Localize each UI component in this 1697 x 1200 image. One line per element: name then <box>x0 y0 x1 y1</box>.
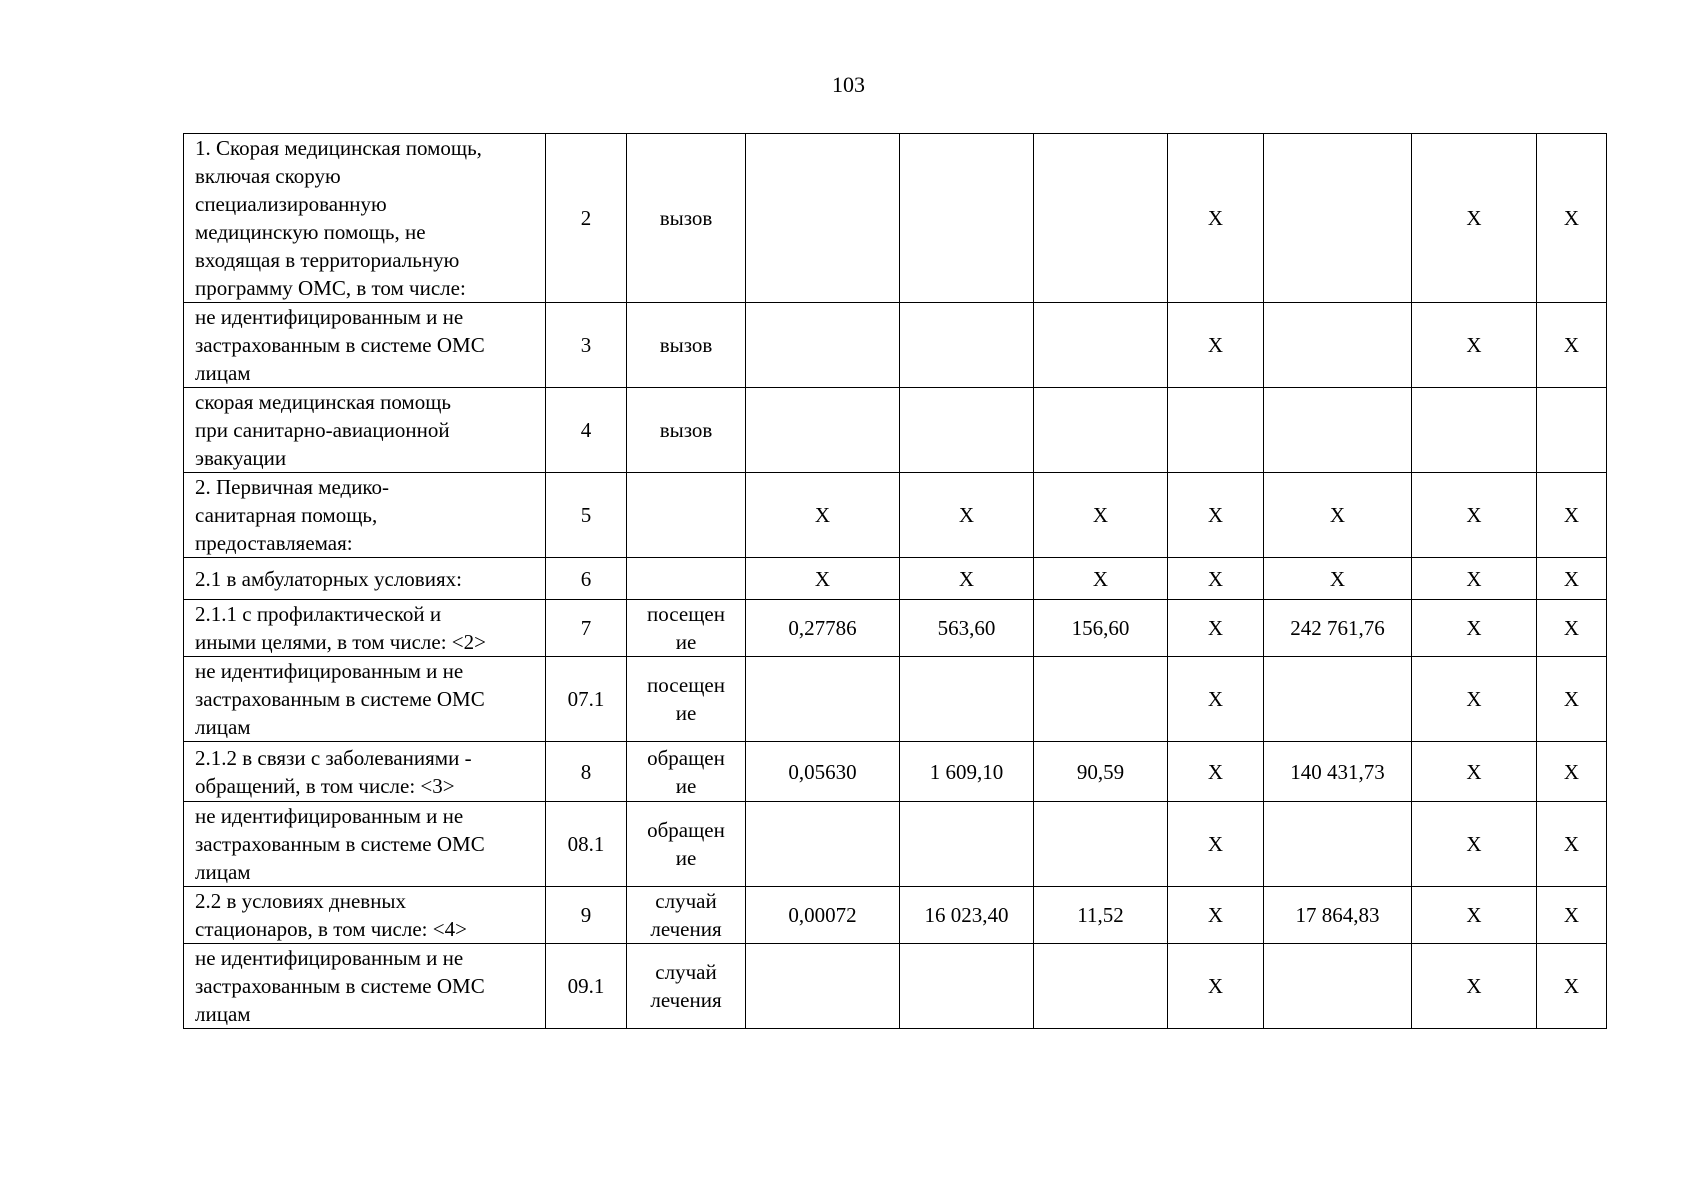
value-cell-c6: X <box>1412 558 1537 600</box>
row-code-cell: 4 <box>546 388 627 473</box>
value-cell-c5 <box>1264 303 1412 388</box>
value-cell-c1 <box>746 944 900 1029</box>
row-code-cell: 5 <box>546 473 627 558</box>
value-cell-c1 <box>746 802 900 887</box>
value-cell-c1: X <box>746 558 900 600</box>
value-cell-c5 <box>1264 388 1412 473</box>
value-cell-c1: 0,00072 <box>746 887 900 944</box>
row-name-cell: 2.2 в условиях дневных стационаров, в том числе: <4> <box>184 887 546 944</box>
value-cell-c6: X <box>1412 303 1537 388</box>
row-unit-cell: вызов <box>627 303 746 388</box>
row-name-cell: не идентифицированным и не застрахованным в системе ОМС лицам <box>184 657 546 742</box>
table-row <box>184 600 1607 657</box>
row-unit-cell: обращен ие <box>627 742 746 802</box>
value-cell-c7: X <box>1537 802 1607 887</box>
value-cell-c7 <box>1537 388 1607 473</box>
value-cell-c2 <box>900 657 1034 742</box>
page-number: 103 <box>832 72 865 97</box>
row-code-cell: 9 <box>546 887 627 944</box>
table-row <box>184 558 1607 600</box>
value-cell-c4: X <box>1168 558 1264 600</box>
value-cell-c2: 16 023,40 <box>900 887 1034 944</box>
row-unit-cell: вызов <box>627 388 746 473</box>
value-cell-c6: X <box>1412 742 1537 802</box>
value-cell-c4: X <box>1168 742 1264 802</box>
value-cell-c5: X <box>1264 558 1412 600</box>
table-row <box>184 802 1607 887</box>
value-cell-c4: X <box>1168 600 1264 657</box>
row-code-cell: 6 <box>546 558 627 600</box>
row-name-cell: не идентифицированным и не застрахованным в системе ОМС лицам <box>184 303 546 388</box>
value-cell-c6: X <box>1412 802 1537 887</box>
value-cell-c3 <box>1034 802 1168 887</box>
value-cell-c2: 563,60 <box>900 600 1034 657</box>
row-unit-cell: случай лечения <box>627 887 746 944</box>
value-cell-c4: X <box>1168 657 1264 742</box>
row-code-cell: 09.1 <box>546 944 627 1029</box>
value-cell-c3 <box>1034 134 1168 303</box>
value-cell-c6: X <box>1412 134 1537 303</box>
value-cell-c3: 156,60 <box>1034 600 1168 657</box>
row-name-cell: скорая медицинская помощь при санитарно-авиационной эвакуации <box>184 388 546 473</box>
value-cell-c4: X <box>1168 802 1264 887</box>
value-cell-c7: X <box>1537 944 1607 1029</box>
value-cell-c7: X <box>1537 303 1607 388</box>
value-cell-c4: X <box>1168 303 1264 388</box>
value-cell-c4: X <box>1168 887 1264 944</box>
value-cell-c1: 0,05630 <box>746 742 900 802</box>
value-cell-c6: X <box>1412 657 1537 742</box>
row-unit-cell: посещен ие <box>627 600 746 657</box>
value-cell-c3: 90,59 <box>1034 742 1168 802</box>
value-cell-c1 <box>746 134 900 303</box>
value-cell-c2 <box>900 802 1034 887</box>
row-name-cell: 2.1.2 в связи с заболеваниями - обращений, в том числе: <3> <box>184 742 546 802</box>
medical-care-table <box>183 133 1607 1029</box>
value-cell-c5 <box>1264 944 1412 1029</box>
value-cell-c1: X <box>746 473 900 558</box>
value-cell-c1: 0,27786 <box>746 600 900 657</box>
value-cell-c7: X <box>1537 134 1607 303</box>
value-cell-c7: X <box>1537 558 1607 600</box>
row-name-cell: не идентифицированным и не застрахованным в системе ОМС лицам <box>184 802 546 887</box>
value-cell-c4 <box>1168 388 1264 473</box>
row-code-cell: 2 <box>546 134 627 303</box>
value-cell-c2 <box>900 134 1034 303</box>
value-cell-c6: X <box>1412 473 1537 558</box>
value-cell-c5: 17 864,83 <box>1264 887 1412 944</box>
row-code-cell: 3 <box>546 303 627 388</box>
value-cell-c2 <box>900 303 1034 388</box>
value-cell-c7: X <box>1537 600 1607 657</box>
row-name-cell: 2. Первичная медико- санитарная помощь, предоставляемая: <box>184 473 546 558</box>
value-cell-c2: X <box>900 558 1034 600</box>
value-cell-c1 <box>746 388 900 473</box>
value-cell-c2: X <box>900 473 1034 558</box>
value-cell-c5: 140 431,73 <box>1264 742 1412 802</box>
table-row <box>184 303 1607 388</box>
table-row <box>184 657 1607 742</box>
value-cell-c3 <box>1034 303 1168 388</box>
table-body <box>184 134 1607 1029</box>
value-cell-c3: X <box>1034 558 1168 600</box>
value-cell-c5: 242 761,76 <box>1264 600 1412 657</box>
row-name-cell: 2.1.1 с профилактической и иными целями, в том числе: <2> <box>184 600 546 657</box>
row-code-cell: 7 <box>546 600 627 657</box>
value-cell-c2 <box>900 388 1034 473</box>
value-cell-c3 <box>1034 388 1168 473</box>
table-row <box>184 742 1607 802</box>
table-row <box>184 944 1607 1029</box>
value-cell-c4: X <box>1168 473 1264 558</box>
row-name-cell: 2.1 в амбулаторных условиях: <box>184 558 546 600</box>
value-cell-c6 <box>1412 388 1537 473</box>
value-cell-c3 <box>1034 657 1168 742</box>
value-cell-c1 <box>746 303 900 388</box>
value-cell-c2 <box>900 944 1034 1029</box>
value-cell-c5 <box>1264 657 1412 742</box>
table-row <box>184 473 1607 558</box>
row-unit-cell <box>627 558 746 600</box>
table-row <box>184 388 1607 473</box>
value-cell-c3 <box>1034 944 1168 1029</box>
value-cell-c3: 11,52 <box>1034 887 1168 944</box>
value-cell-c7: X <box>1537 887 1607 944</box>
row-name-cell: 1. Скорая медицинская помощь, включая скорую специализированную медицинскую помощь, не входящая в территориальную программу ОМС, в том числе: <box>184 134 546 303</box>
value-cell-c6: X <box>1412 887 1537 944</box>
value-cell-c5: X <box>1264 473 1412 558</box>
row-unit-cell: обращен ие <box>627 802 746 887</box>
row-unit-cell <box>627 473 746 558</box>
table-row <box>184 887 1607 944</box>
row-name-cell: не идентифицированным и не застрахованным в системе ОМС лицам <box>184 944 546 1029</box>
row-code-cell: 07.1 <box>546 657 627 742</box>
row-unit-cell: случай лечения <box>627 944 746 1029</box>
value-cell-c5 <box>1264 802 1412 887</box>
value-cell-c2: 1 609,10 <box>900 742 1034 802</box>
value-cell-c5 <box>1264 134 1412 303</box>
row-code-cell: 8 <box>546 742 627 802</box>
value-cell-c7: X <box>1537 657 1607 742</box>
value-cell-c7: X <box>1537 742 1607 802</box>
value-cell-c4: X <box>1168 134 1264 303</box>
row-unit-cell: вызов <box>627 134 746 303</box>
value-cell-c1 <box>746 657 900 742</box>
table-row <box>184 134 1607 303</box>
value-cell-c4: X <box>1168 944 1264 1029</box>
row-code-cell: 08.1 <box>546 802 627 887</box>
value-cell-c6: X <box>1412 600 1537 657</box>
value-cell-c6: X <box>1412 944 1537 1029</box>
row-unit-cell: посещен ие <box>627 657 746 742</box>
value-cell-c7: X <box>1537 473 1607 558</box>
value-cell-c3: X <box>1034 473 1168 558</box>
